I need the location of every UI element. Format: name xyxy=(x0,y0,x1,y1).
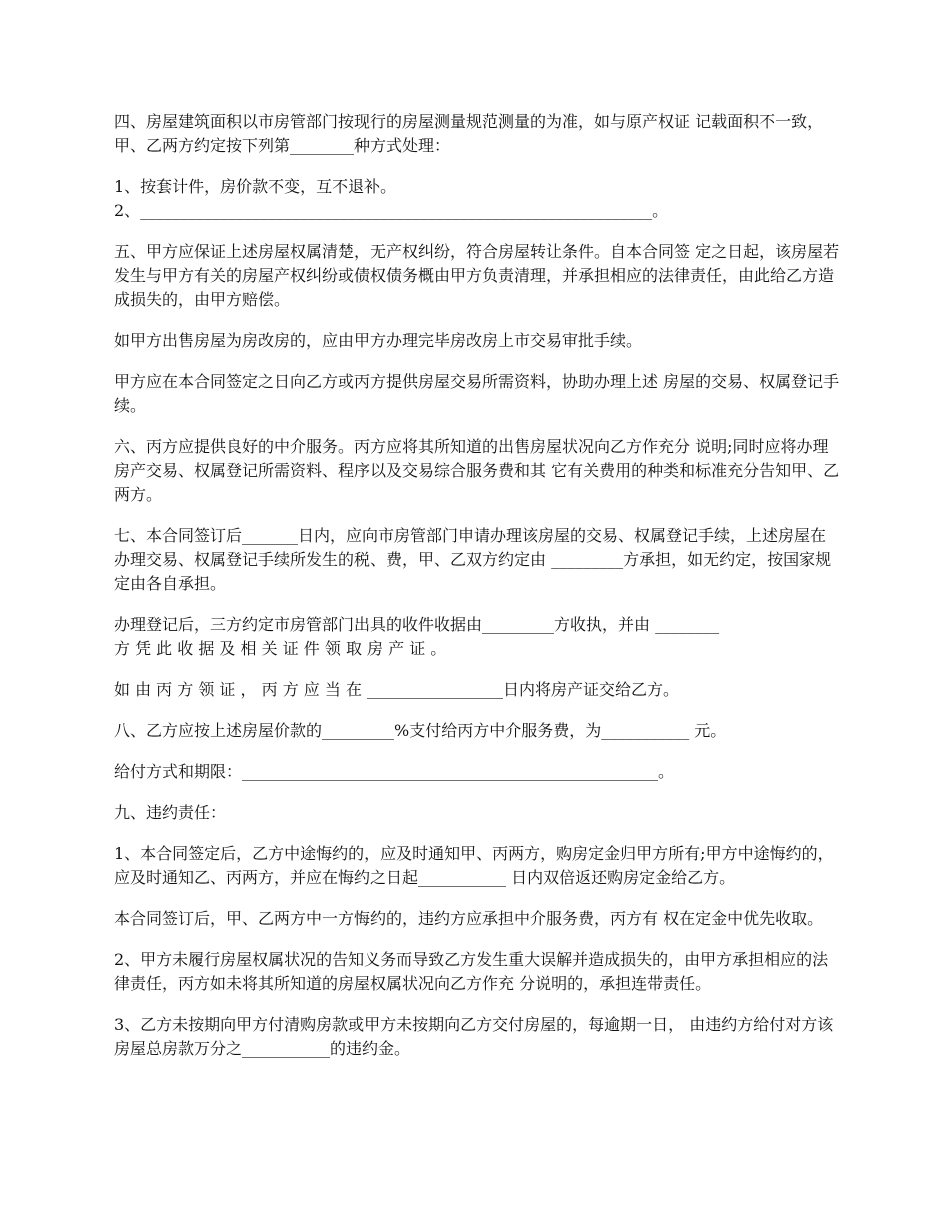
section-5-paragraph-2: 如甲方出售房屋为房改房的，应由甲方办理完毕房改房上市交易审批手续。 xyxy=(114,331,643,350)
section-9-item-3: 3、乙方未按期向甲方付清购房款或甲方未按期向乙方交付房屋的，每逾期一日， 由违约方给付对方该房屋总房款万分之___________的违约金。 xyxy=(114,1015,834,1058)
section-7-paragraph-2-line-1: 办理登记后，三方约定市房管部门出具的收件收据由_________方收执，并由 ________ xyxy=(114,615,720,634)
section-8-paragraph-2: 给付方式和期限：____________________________________________________。 xyxy=(114,762,675,781)
section-7-paragraph-1: 七、本合同签订后_______日内，应向市房管部门申请办理该房屋的交易、权属登记手续，上述房屋在办理交易、权属登记手续所发生的税、费，甲、乙双方约定由 _________方承担，如无约定，按国家规定由各自承担。 xyxy=(114,526,832,593)
document-page xyxy=(114,110,840,1078)
section-9-item-2: 2、甲方未履行房屋权属状况的告知义务而导致乙方发生重大误解并造成损失的，由甲方承担相应的法律责任，丙方如未将其所知道的房屋权属状况向乙方作充 分说明的，承担连带责任。 xyxy=(114,950,829,993)
section-9-item-1: 1、本合同签定后，乙方中途悔约的，应及时通知甲、丙两方，购房定金归甲方所有;甲方中途悔约的，应及时通知乙、丙两方，并应在悔约之日起___________ 日内双倍返还购房定金给乙方。 xyxy=(114,844,834,887)
section-7-paragraph-3: 如 由 丙 方 领 证 ， 丙 方 应 当 在 _________________日内将房产证交给乙方。 xyxy=(114,680,680,699)
spacer xyxy=(114,223,840,240)
section-5-paragraph-1: 五、甲方应保证上述房屋权属清楚，无产权纠纷，符合房屋转让条件。自本合同签 定之日起，该房屋若发生与甲方有关的房屋产权纠纷或债权债务概由甲方负责清理，并承担相应的法律责任，由此给乙方造成损失的，由甲方赔偿。 xyxy=(114,242,840,309)
section-5-paragraph-3: 甲方应在本合同签定之日向乙方或丙方提供房屋交易所需资料，协助办理上述 房屋的交易、权属登记手续。 xyxy=(114,372,840,415)
section-4-intro: 四、房屋建筑面积以市房管部门按现行的房屋测量规范测量的为准，如与原产权证 记载面积不一致，甲、乙两方约定按下列第________种方式处理： xyxy=(114,112,824,155)
section-6-paragraph: 六、丙方应提供良好的中介服务。丙方应将其所知道的出售房屋状况向乙方作充分 说明;同时应将办理房产交易、权属登记所需资料、程序以及交易综合服务费和其 它有关费用的种类和标准充分告知甲、乙两方。 xyxy=(114,437,840,504)
section-7-paragraph-2-line-2: 方 凭 此 收 据 及 相 关 证 件 领 取 房 产 证 。 xyxy=(114,639,447,658)
section-9-item-1-note: 本合同签订后，甲、乙两方中一方悔约的，违约方应承担中介服务费，丙方有 权在定金中优先收取。 xyxy=(114,909,824,928)
section-4-item-2: 2、________________________________________________________________。 xyxy=(114,201,669,220)
section-9-heading: 九、违约责任： xyxy=(114,803,227,822)
section-8-paragraph-1: 八、乙方应按上述房屋价款的_________%支付给丙方中介服务费，为___________ 元。 xyxy=(114,721,727,740)
section-4-item-1: 1、按套计件，房价款不变，互不退补。 xyxy=(114,177,397,196)
